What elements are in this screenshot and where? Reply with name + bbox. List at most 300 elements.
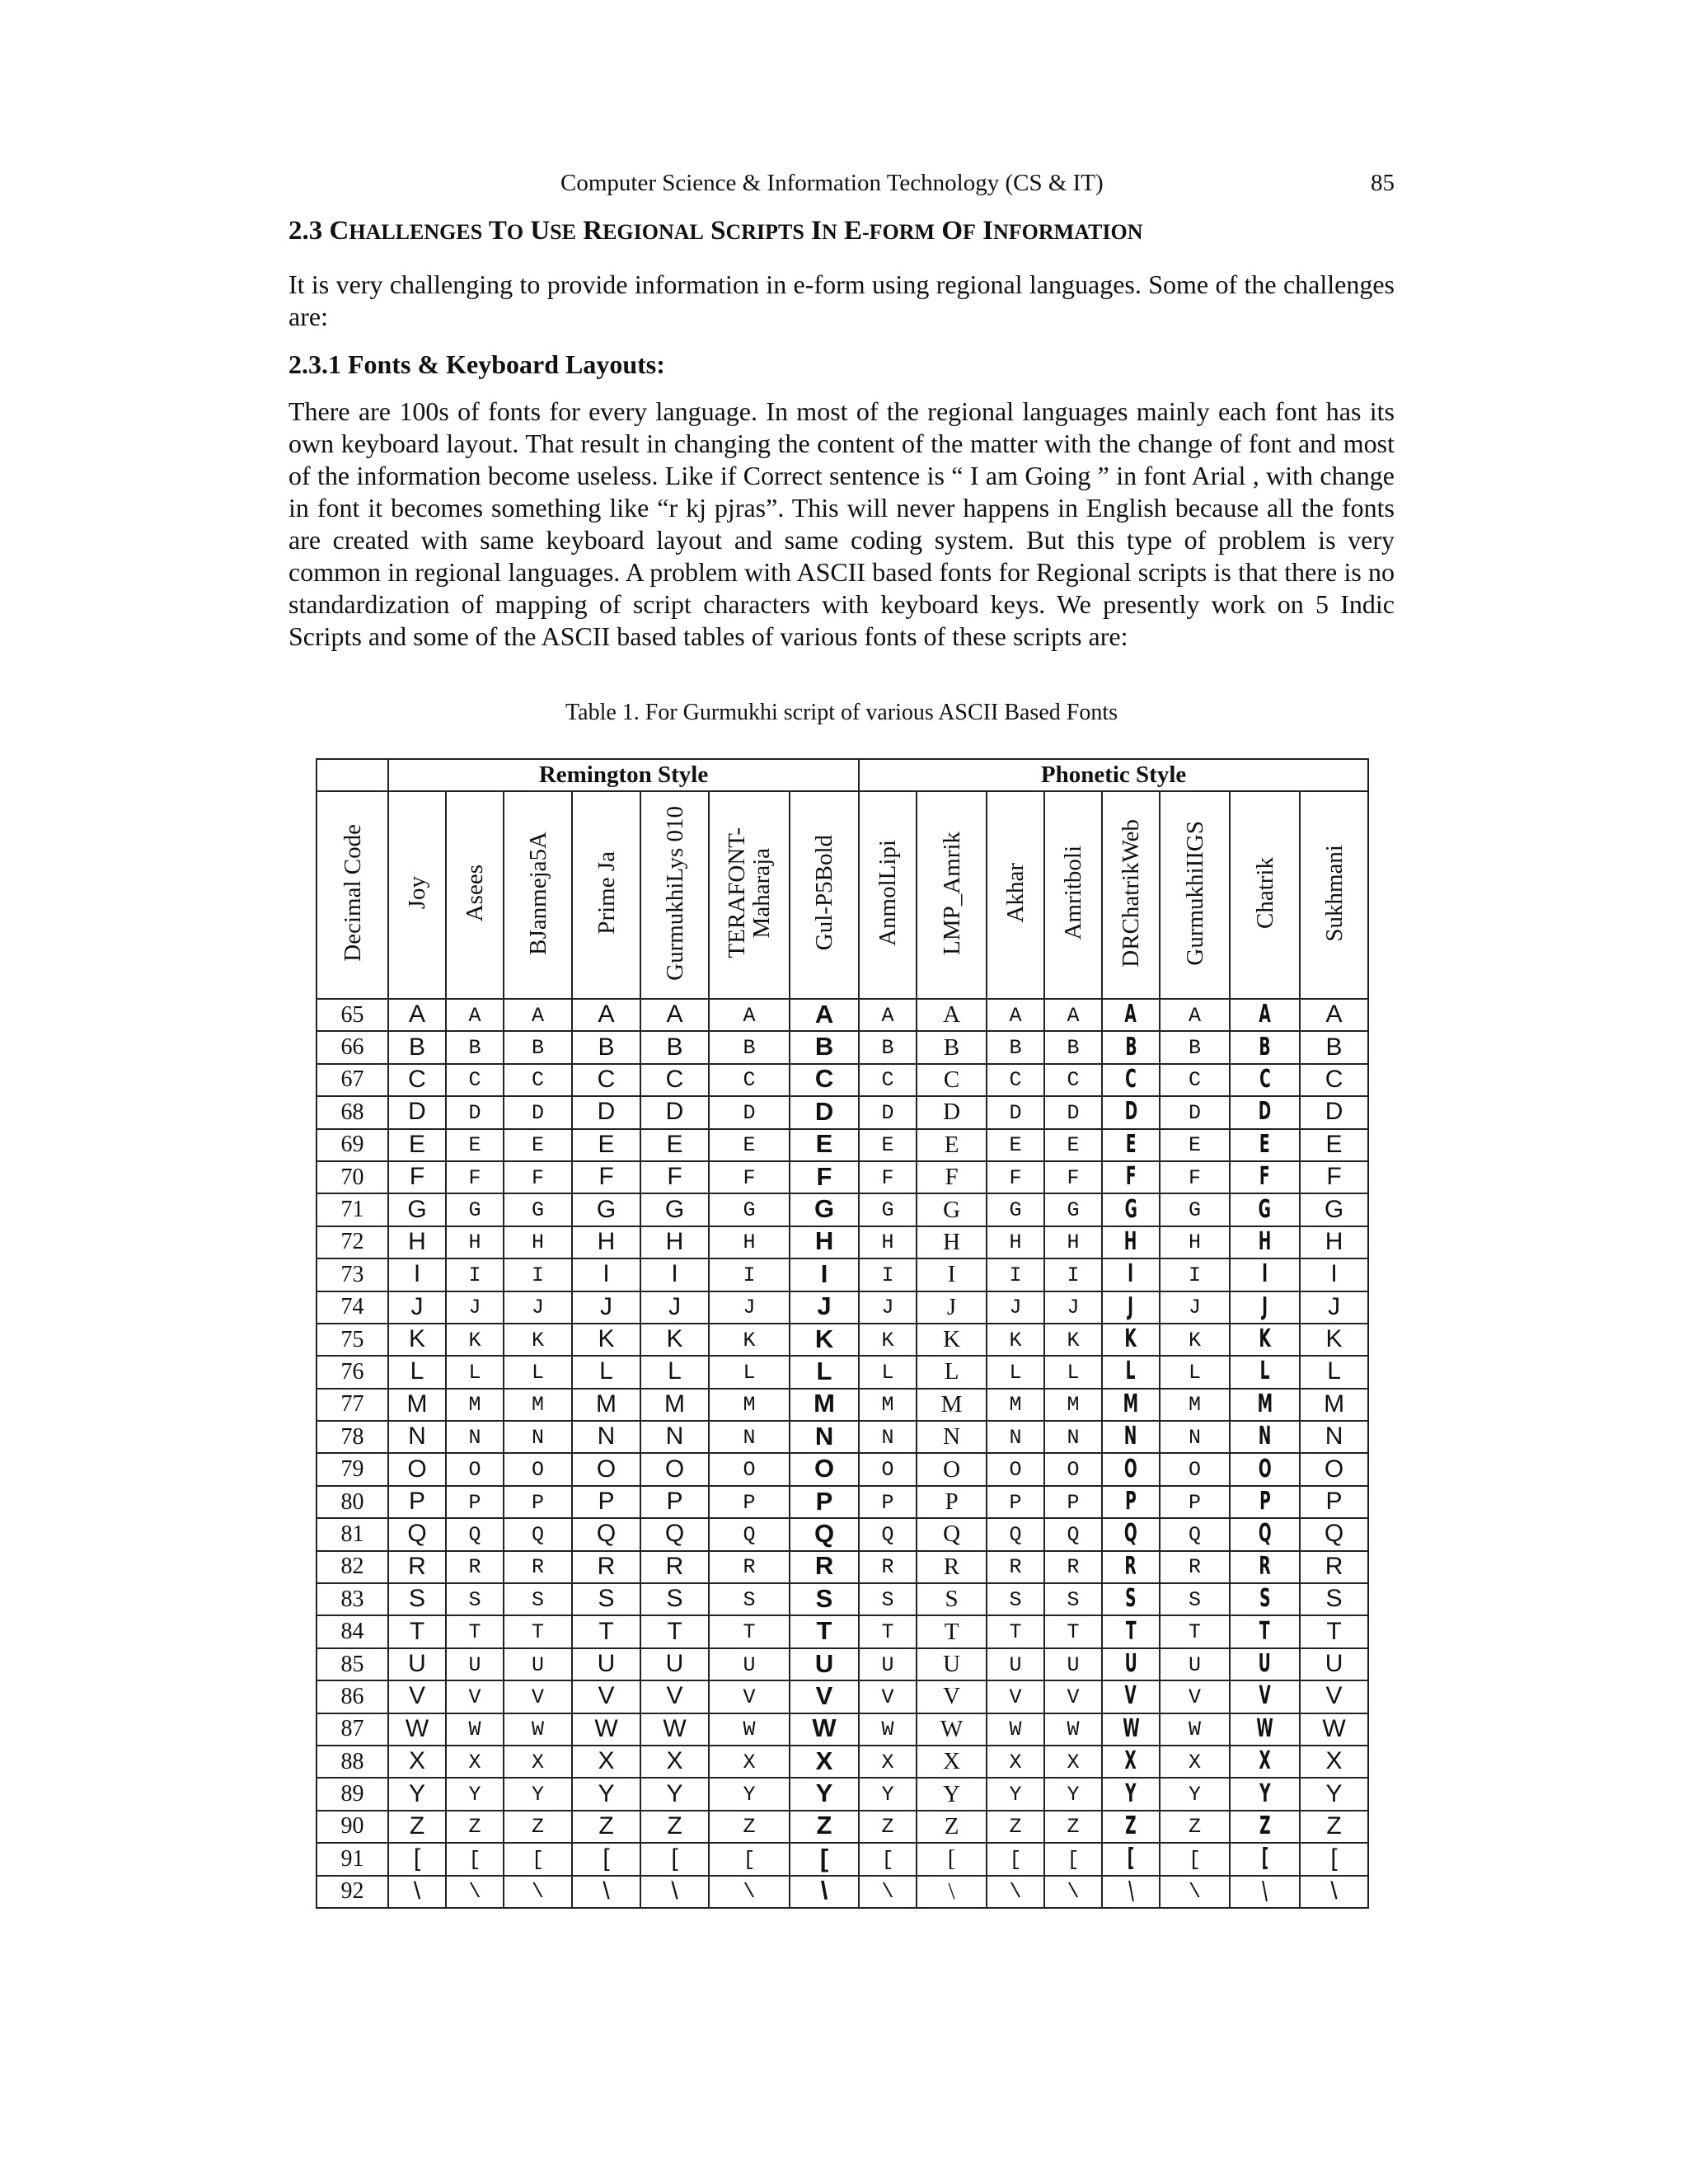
glyph: P xyxy=(1259,1487,1271,1516)
table-row xyxy=(316,1811,1368,1843)
glyph-cell xyxy=(1102,1096,1160,1128)
glyph-cell xyxy=(1300,1096,1368,1128)
glyph-cell xyxy=(640,1064,709,1096)
glyph: H xyxy=(1067,1230,1080,1255)
glyph-cell xyxy=(572,1226,640,1258)
glyph-cell xyxy=(640,1161,709,1193)
glyph: \ xyxy=(1128,1876,1134,1905)
glyph: \ xyxy=(1067,1880,1080,1905)
glyph-cell xyxy=(987,1518,1044,1550)
glyph: Z xyxy=(531,1815,544,1840)
glyph-cell xyxy=(709,1486,790,1518)
glyph-cell xyxy=(917,1778,987,1810)
glyph: R xyxy=(881,1555,894,1580)
glyph: Q xyxy=(881,1522,894,1547)
glyph: F xyxy=(1009,1165,1022,1190)
glyph-cell xyxy=(1044,1778,1102,1810)
glyph-cell xyxy=(504,1778,572,1810)
glyph: Z xyxy=(1326,1811,1342,1840)
glyph: S xyxy=(1009,1587,1022,1612)
glyph-cell xyxy=(1044,1615,1102,1647)
glyph-cell xyxy=(709,1648,790,1680)
glyph: X xyxy=(943,1748,961,1775)
glyph: O xyxy=(1258,1454,1272,1483)
glyph-cell xyxy=(1300,1583,1368,1615)
font-name-label: AnmolLipi xyxy=(874,840,902,946)
glyph: O xyxy=(1189,1458,1202,1483)
glyph-cell xyxy=(1230,1389,1300,1421)
table-row xyxy=(316,1453,1368,1485)
glyph-cell xyxy=(446,1843,504,1875)
glyph-cell xyxy=(790,1746,859,1778)
glyph: B xyxy=(943,1033,960,1061)
glyph-cell xyxy=(987,1778,1044,1810)
glyph-cell xyxy=(388,1064,446,1096)
glyph: C xyxy=(597,1065,616,1093)
glyph-cell xyxy=(709,1291,790,1324)
glyph-cell xyxy=(640,1486,709,1518)
body-paragraph: There are 100s of fonts for every language. In most of the regional languages mainly each font has its own keyboard layout. That result in changing the content of the matter with the change of font and most of the information become useless. Like if Correct sentence is “ I am Going ” in font Arial , with change in font it becomes something like “r kj pjras”. This will never happens in English because all the fonts are created with same keyboard layout and same coding system. But this type of problem is very common in regional languages. A problem with ASCII based fonts for Regional scripts is that there is no standardization of mapping of script characters with keyboard keys. We presently work on 5 Indic Scripts and some of the ASCII based tables of various fonts of these scripts are: xyxy=(288,396,1395,651)
glyph-cell xyxy=(1160,1258,1230,1291)
glyph: B xyxy=(881,1036,894,1061)
glyph: E xyxy=(815,1129,833,1159)
glyph: T xyxy=(468,1620,481,1645)
glyph: O xyxy=(943,1455,961,1483)
glyph-cell xyxy=(504,1031,572,1063)
table-row xyxy=(316,1161,1368,1193)
glyph: [ xyxy=(468,1847,481,1872)
glyph-cell xyxy=(859,1518,917,1550)
glyph: M xyxy=(1067,1393,1080,1418)
glyph-cell xyxy=(1300,1129,1368,1161)
glyph-cell xyxy=(1160,1518,1230,1550)
glyph-cell xyxy=(572,1680,640,1713)
glyph-cell xyxy=(709,1583,790,1615)
glyph-cell xyxy=(1102,1746,1160,1778)
glyph: A xyxy=(1009,1003,1022,1028)
glyph: W xyxy=(812,1713,837,1743)
glyph-cell xyxy=(572,1421,640,1453)
glyph: U xyxy=(1124,1649,1137,1678)
glyph-cell xyxy=(917,1291,987,1324)
glyph-cell xyxy=(987,1193,1044,1226)
glyph: [ xyxy=(1009,1847,1022,1872)
glyph: C xyxy=(814,1064,834,1094)
glyph: \ xyxy=(531,1880,544,1905)
glyph-cell xyxy=(1102,1161,1160,1193)
glyph: H xyxy=(408,1227,426,1255)
glyph: V xyxy=(1259,1681,1271,1711)
glyph-cell xyxy=(572,1064,640,1096)
glyph: J xyxy=(1262,1291,1268,1321)
glyph: L xyxy=(468,1360,481,1385)
glyph: C xyxy=(1067,1068,1080,1093)
glyph-cell xyxy=(1102,1226,1160,1258)
glyph-cell xyxy=(790,1713,859,1746)
glyph-cell xyxy=(917,1421,987,1453)
glyph: Z xyxy=(1067,1815,1080,1840)
glyph: F xyxy=(1125,1162,1137,1192)
glyph-cell xyxy=(446,1583,504,1615)
glyph: D xyxy=(943,1099,961,1126)
glyph: D xyxy=(814,1096,834,1126)
section-title xyxy=(330,216,1143,246)
glyph-cell xyxy=(1300,1876,1368,1908)
glyph-cell xyxy=(859,1778,917,1810)
glyph: A xyxy=(531,1003,544,1028)
glyph: G xyxy=(407,1195,427,1223)
glyph-cell xyxy=(1102,1389,1160,1421)
glyph: R xyxy=(1325,1552,1343,1580)
glyph-cell xyxy=(917,1615,987,1647)
glyph-cell xyxy=(859,1161,917,1193)
glyph: R xyxy=(1189,1555,1202,1580)
glyph: I xyxy=(413,1260,421,1288)
glyph: M xyxy=(1324,1390,1345,1418)
heading-word: TO xyxy=(488,216,524,246)
glyph-cell xyxy=(388,1583,446,1615)
glyph-cell xyxy=(790,1096,859,1128)
glyph: T xyxy=(409,1617,425,1645)
glyph: P xyxy=(468,1490,481,1515)
font-header-akhar xyxy=(987,791,1044,999)
decimal-code-cell: 79 xyxy=(316,1453,388,1485)
glyph-cell xyxy=(446,1324,504,1356)
glyph-cell xyxy=(388,1811,446,1843)
glyph: C xyxy=(1009,1068,1022,1093)
glyph-cell xyxy=(572,1258,640,1291)
heading-word: CHALLENGES xyxy=(329,216,483,246)
glyph-cell xyxy=(446,1291,504,1324)
glyph-cell xyxy=(917,1389,987,1421)
glyph-cell xyxy=(504,1648,572,1680)
glyph-cell xyxy=(572,1746,640,1778)
glyph-cell xyxy=(640,1096,709,1128)
glyph: P xyxy=(815,1486,833,1516)
glyph-cell xyxy=(1044,1680,1102,1713)
glyph: B xyxy=(814,1032,834,1062)
glyph: N xyxy=(531,1425,544,1450)
font-name-label: BJanmeja5A xyxy=(524,831,551,955)
glyph: E xyxy=(531,1133,544,1158)
glyph-cell xyxy=(388,1486,446,1518)
glyph-cell xyxy=(640,1226,709,1258)
glyph: W xyxy=(1009,1718,1022,1742)
glyph: L xyxy=(944,1358,959,1385)
glyph-cell xyxy=(1044,1193,1102,1226)
glyph: M xyxy=(881,1393,894,1418)
glyph: Y xyxy=(1259,1779,1271,1808)
glyph-cell xyxy=(640,1031,709,1063)
glyph: J xyxy=(410,1292,424,1320)
glyph-cell xyxy=(917,1713,987,1746)
glyph-cell xyxy=(1300,1615,1368,1647)
glyph: I xyxy=(947,1261,956,1288)
glyph-cell xyxy=(790,1421,859,1453)
glyph: W xyxy=(1322,1714,1346,1742)
group-header-row xyxy=(316,759,1368,791)
glyph: U xyxy=(1325,1650,1343,1677)
glyph: G xyxy=(531,1198,544,1223)
glyph: E xyxy=(666,1130,683,1158)
glyph-cell xyxy=(1300,1161,1368,1193)
glyph-cell xyxy=(640,1551,709,1583)
glyph: H xyxy=(881,1230,894,1255)
glyph: Z xyxy=(667,1811,682,1840)
glyph-cell xyxy=(859,1453,917,1485)
glyph: F xyxy=(743,1165,756,1190)
glyph: S xyxy=(881,1587,894,1612)
glyph-cell xyxy=(917,1064,987,1096)
table-row xyxy=(316,1193,1368,1226)
glyph: [ xyxy=(881,1847,894,1872)
glyph: L xyxy=(599,1357,613,1385)
glyph: Y xyxy=(943,1780,961,1807)
glyph: X xyxy=(468,1750,481,1774)
glyph: \ xyxy=(603,1877,610,1905)
glyph-cell xyxy=(388,1096,446,1128)
glyph: T xyxy=(944,1618,959,1645)
glyph-cell xyxy=(1044,1389,1102,1421)
font-name-label: Maharaja xyxy=(748,847,775,939)
glyph-cell xyxy=(388,1193,446,1226)
table-row xyxy=(316,1291,1368,1324)
glyph-cell xyxy=(1300,1291,1368,1324)
glyph: O xyxy=(531,1458,544,1483)
glyph: J xyxy=(1328,1292,1341,1320)
glyph: W xyxy=(531,1718,544,1742)
glyph-cell xyxy=(446,1518,504,1550)
glyph-cell xyxy=(1300,1843,1368,1875)
glyph-cell xyxy=(572,1389,640,1421)
glyph: J xyxy=(743,1296,756,1320)
glyph-cell xyxy=(790,1680,859,1713)
glyph-cell xyxy=(1160,1161,1230,1193)
glyph-cell xyxy=(572,1778,640,1810)
glyph-cell xyxy=(1300,1746,1368,1778)
glyph-cell xyxy=(790,1356,859,1388)
glyph: Y xyxy=(598,1779,615,1807)
glyph: K xyxy=(1009,1328,1022,1352)
glyph: Z xyxy=(944,1812,959,1840)
glyph-cell xyxy=(1230,1778,1300,1810)
glyph-cell xyxy=(1230,1324,1300,1356)
glyph-cell xyxy=(1300,1778,1368,1810)
glyph-cell xyxy=(504,999,572,1031)
glyph-cell xyxy=(1102,1356,1160,1388)
glyph-cell xyxy=(504,1453,572,1485)
glyph: Z xyxy=(1259,1811,1271,1840)
glyph-cell xyxy=(1230,1031,1300,1063)
glyph: J xyxy=(1067,1296,1080,1320)
page-header xyxy=(288,170,1395,206)
glyph: J xyxy=(817,1291,832,1321)
glyph: W xyxy=(743,1718,756,1742)
glyph: \ xyxy=(881,1880,894,1905)
glyph-cell xyxy=(1044,1518,1102,1550)
glyph: Q xyxy=(531,1522,544,1547)
glyph: H xyxy=(1009,1230,1022,1255)
glyph: K xyxy=(468,1328,481,1352)
glyph: V xyxy=(1067,1685,1080,1709)
glyph: F xyxy=(945,1164,959,1191)
glyph-cell xyxy=(1160,1226,1230,1258)
glyph: D xyxy=(597,1098,616,1126)
glyph-cell xyxy=(917,1356,987,1388)
glyph-cell xyxy=(790,1778,859,1810)
glyph-cell xyxy=(987,1680,1044,1713)
glyph-cell xyxy=(1044,1356,1102,1388)
glyph-cell xyxy=(446,1356,504,1388)
glyph-cell xyxy=(640,1453,709,1485)
table-row xyxy=(316,1031,1368,1063)
glyph-cell xyxy=(1230,1453,1300,1485)
glyph-cell xyxy=(640,1324,709,1356)
glyph-cell xyxy=(859,1129,917,1161)
glyph-cell xyxy=(446,1064,504,1096)
glyph: S xyxy=(408,1585,425,1613)
glyph: B xyxy=(598,1033,615,1061)
decimal-code-cell: 91 xyxy=(316,1843,388,1875)
glyph: R xyxy=(1009,1555,1022,1580)
glyph-cell xyxy=(388,1518,446,1550)
glyph: I xyxy=(1262,1259,1268,1289)
glyph: R xyxy=(408,1552,426,1580)
glyph-cell xyxy=(1160,1324,1230,1356)
glyph-cell xyxy=(1230,1129,1300,1161)
glyph-cell xyxy=(917,1746,987,1778)
glyph: H xyxy=(1189,1230,1202,1255)
decimal-code-cell: 68 xyxy=(316,1096,388,1128)
glyph: Z xyxy=(743,1815,756,1840)
glyph: G xyxy=(596,1195,617,1223)
glyph: V xyxy=(666,1682,683,1710)
glyph-cell xyxy=(504,1486,572,1518)
font-header-lmp-amrik xyxy=(917,791,987,999)
glyph: Q xyxy=(743,1522,756,1547)
glyph-cell xyxy=(640,1356,709,1388)
glyph-cell xyxy=(572,1843,640,1875)
glyph: W xyxy=(405,1714,429,1742)
glyph-cell xyxy=(790,1291,859,1324)
glyph-cell xyxy=(640,1129,709,1161)
glyph-cell xyxy=(1102,1129,1160,1161)
font-name-label: GurmukhiIIGS xyxy=(1181,820,1208,966)
glyph-cell xyxy=(1230,1161,1300,1193)
glyph-cell xyxy=(1300,1713,1368,1746)
glyph-cell xyxy=(388,1421,446,1453)
glyph-cell xyxy=(1300,1811,1368,1843)
glyph: R xyxy=(1067,1555,1080,1580)
glyph-cell xyxy=(1160,1680,1230,1713)
glyph: \ xyxy=(1009,1880,1022,1905)
glyph-cell xyxy=(709,1713,790,1746)
glyph-cell xyxy=(709,1876,790,1908)
glyph: T xyxy=(1009,1620,1022,1645)
glyph-cell xyxy=(446,1713,504,1746)
glyph: R xyxy=(665,1552,684,1580)
glyph: F xyxy=(881,1165,894,1190)
glyph-cell xyxy=(1102,1811,1160,1843)
decimal-code-cell: 78 xyxy=(316,1421,388,1453)
glyph: Z xyxy=(881,1815,894,1840)
glyph: Q xyxy=(1189,1522,1202,1547)
glyph: [ xyxy=(819,1843,829,1872)
glyph-cell xyxy=(859,1713,917,1746)
glyph: P xyxy=(1125,1487,1137,1516)
glyph: Z xyxy=(468,1815,481,1840)
glyph-cell xyxy=(1102,1258,1160,1291)
glyph-cell xyxy=(1230,1648,1300,1680)
decimal-code-cell: 69 xyxy=(316,1129,388,1161)
glyph-cell xyxy=(388,1453,446,1485)
glyph: C xyxy=(665,1065,684,1093)
glyph-cell xyxy=(446,1648,504,1680)
glyph: O xyxy=(468,1458,481,1483)
glyph: E xyxy=(743,1133,756,1158)
glyph: S xyxy=(945,1586,959,1613)
glyph-cell xyxy=(790,1031,859,1063)
decimal-code-cell: 86 xyxy=(316,1680,388,1713)
glyph: E xyxy=(944,1131,959,1158)
glyph: X xyxy=(1325,1747,1343,1775)
glyph-cell xyxy=(446,1778,504,1810)
glyph-cell xyxy=(859,1876,917,1908)
glyph-cell xyxy=(709,1746,790,1778)
glyph-cell xyxy=(1300,1453,1368,1485)
glyph-cell xyxy=(1044,1064,1102,1096)
glyph-cell xyxy=(987,1421,1044,1453)
decimal-code-cell: 66 xyxy=(316,1031,388,1063)
glyph: \ xyxy=(1189,1880,1202,1905)
glyph-cell xyxy=(388,1226,446,1258)
glyph: O xyxy=(1067,1458,1080,1483)
glyph: V xyxy=(881,1685,894,1709)
glyph: P xyxy=(598,1488,615,1516)
font-header-gurmukhiiigs xyxy=(1160,791,1230,999)
running-title: Computer Science & Information Technology (CS & IT) xyxy=(560,170,1104,196)
glyph: K xyxy=(598,1325,615,1353)
glyph: Q xyxy=(1324,1520,1344,1548)
glyph-cell xyxy=(1044,1291,1102,1324)
glyph-cell xyxy=(1300,1551,1368,1583)
glyph-cell xyxy=(917,1843,987,1875)
glyph-cell xyxy=(917,1648,987,1680)
heading-word: USE xyxy=(530,216,576,246)
glyph-cell xyxy=(709,1096,790,1128)
glyph-cell xyxy=(504,1291,572,1324)
table-row xyxy=(316,1713,1368,1746)
glyph-cell xyxy=(1300,1486,1368,1518)
glyph: X xyxy=(1124,1746,1137,1776)
glyph-cell xyxy=(572,1876,640,1908)
glyph-cell xyxy=(446,1453,504,1485)
glyph-cell xyxy=(1230,1746,1300,1778)
glyph-cell xyxy=(388,1648,446,1680)
glyph-cell xyxy=(504,1389,572,1421)
font-name-label: Chatrik xyxy=(1251,857,1278,929)
glyph-cell xyxy=(572,1356,640,1388)
glyph: N xyxy=(408,1422,426,1451)
glyph-cell xyxy=(572,1096,640,1128)
glyph: V xyxy=(1009,1685,1022,1709)
glyph: W xyxy=(940,1715,964,1742)
glyph-cell xyxy=(640,1421,709,1453)
glyph: R xyxy=(597,1552,616,1580)
glyph: H xyxy=(1258,1226,1272,1256)
glyph: A xyxy=(408,1001,425,1029)
glyph: E xyxy=(468,1133,481,1158)
